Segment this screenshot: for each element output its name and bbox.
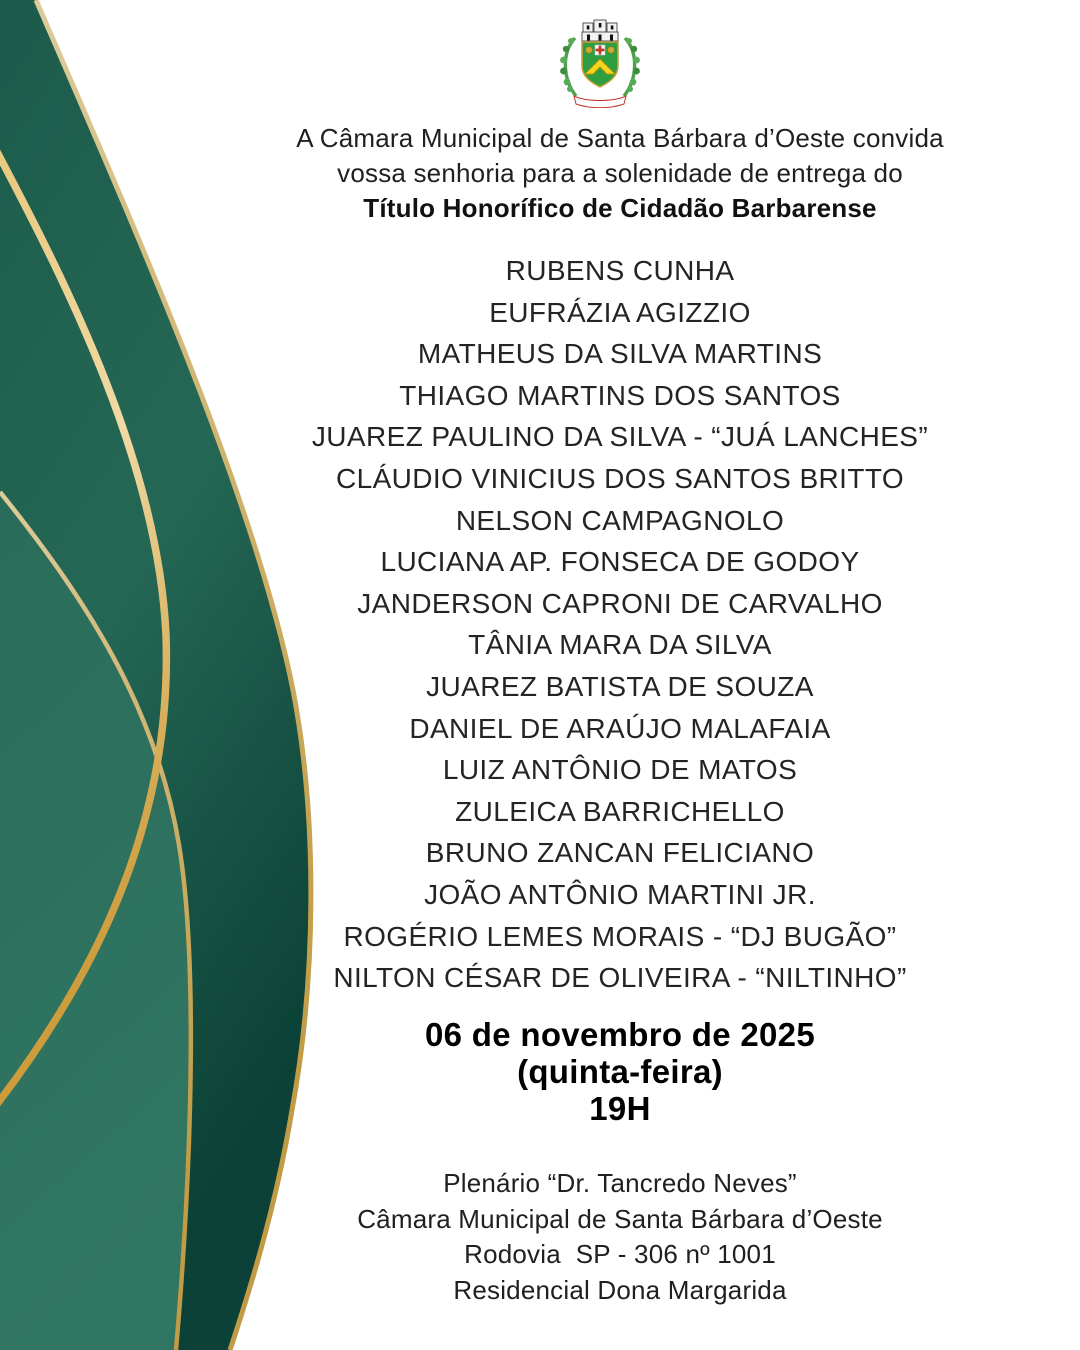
honor-title: Título Honorífico de Cidadão Barbarense bbox=[363, 193, 877, 223]
header-line-2: vossa senhoria para a solenidade de entrega do bbox=[337, 158, 903, 188]
honoree-name: JUAREZ BATISTA DE SOUZA bbox=[426, 670, 814, 702]
honoree-name: ZULEICA BARRICHELLO bbox=[455, 795, 785, 827]
event-weekday: (quinta-feira) bbox=[517, 1053, 723, 1090]
honoree-name: RUBENS CUNHA bbox=[505, 255, 735, 286]
honoree-name: BRUNO ZANCAN FELICIANO bbox=[425, 837, 815, 869]
honoree-name: THIAGO MARTINS DOS SANTOS bbox=[399, 379, 841, 411]
honoree-name: JOÃO ANTÔNIO MARTINI JR. bbox=[424, 878, 816, 910]
honoree-name: LUCIANA AP. FONSECA DE GODOY bbox=[380, 546, 860, 578]
content-column bbox=[140, 0, 1080, 1350]
honoree-name: JUAREZ PAULINO DA SILVA - “JUÁ LANCHES” bbox=[311, 421, 929, 453]
venue-address: Rodovia SP - 306 nº 1001 bbox=[464, 1239, 776, 1269]
invitation-header bbox=[140, 121, 1080, 226]
venue-institution: Câmara Municipal de Santa Bárbara d’Oeste bbox=[357, 1203, 883, 1234]
honoree-list bbox=[140, 250, 1080, 999]
event-date: 06 de novembro de 2025 bbox=[425, 1016, 815, 1053]
honoree-name: ROGÉRIO LEMES MORAIS - “DJ BUGÃO” bbox=[343, 920, 897, 952]
honoree-name: DANIEL DE ARAÚJO MALAFAIA bbox=[409, 712, 831, 744]
event-time: 19H bbox=[589, 1090, 651, 1127]
honoree-name: EUFRÁZIA AGIZZIO bbox=[489, 296, 751, 328]
event-datetime bbox=[140, 1016, 1080, 1127]
honoree-name: MATHEUS DA SILVA MARTINS bbox=[417, 338, 823, 370]
venue-district: Residencial Dona Margarida bbox=[453, 1274, 787, 1305]
honoree-name: LUIZ ANTÔNIO DE MATOS bbox=[442, 754, 798, 786]
venue-block bbox=[140, 1166, 1080, 1308]
honoree-name: JANDERSON CAPRONI DE CARVALHO bbox=[357, 587, 883, 619]
honoree-name: CLÁUDIO VINICIUS DOS SANTOS BRITTO bbox=[336, 462, 904, 494]
honoree-name: NELSON CAMPAGNOLO bbox=[455, 504, 785, 536]
honoree-name: TÂNIA MARA DA SILVA bbox=[468, 629, 772, 661]
venue-plenary: Plenário “Dr. Tancredo Neves” bbox=[443, 1168, 797, 1198]
honoree-name: NILTON CÉSAR DE OLIVEIRA - “NILTINHO” bbox=[333, 962, 907, 994]
header-line-1: A Câmara Municipal de Santa Bárbara d’Oeste convida bbox=[296, 123, 944, 153]
